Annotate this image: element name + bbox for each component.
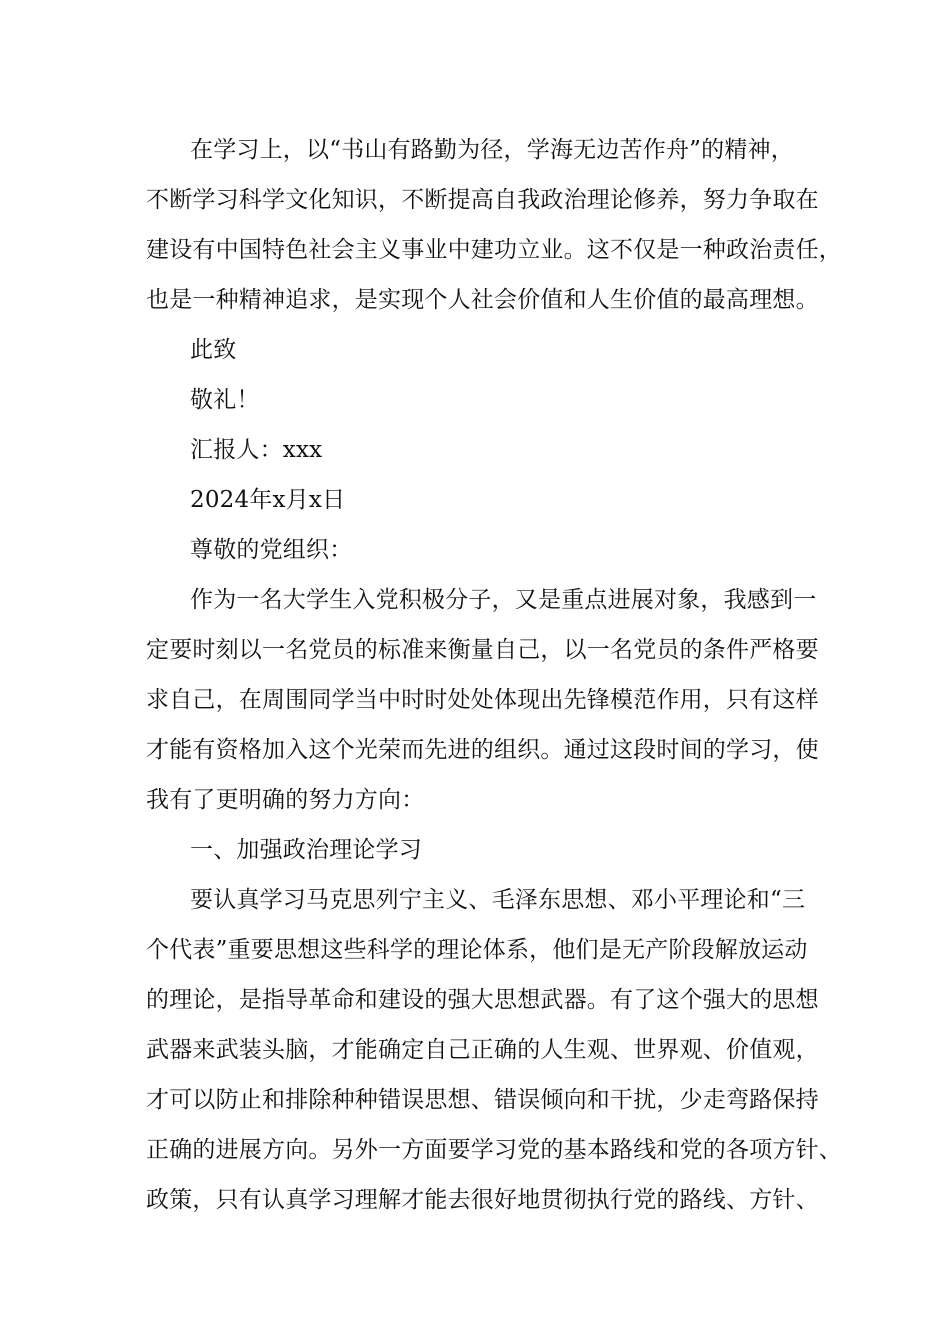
paragraph-theory-line-2: 个代表”重要思想这些科学的理论体系，他们是无产阶段解放运动	[146, 937, 808, 963]
paragraph-theory-line-4: 武器来武装头脑，才能确定自己正确的人生观、世界观、价值观，	[146, 1037, 819, 1063]
report-date: 2024年x月x日	[190, 487, 346, 513]
paragraph-intro-line-4: 才能有资格加入这个光荣而先进的组织。通过这段时间的学习，使	[146, 737, 819, 763]
paragraph-intro-line-2: 定要时刻以一名党员的标准来衡量自己，以一名党员的条件严格要	[146, 637, 819, 663]
paragraph-theory-line-7: 政策，只有认真学习理解才能去很好地贯彻执行党的路线、方针、	[146, 1187, 819, 1213]
section-heading: 一、加强政治理论学习	[190, 837, 422, 863]
paragraph-intro-line-1: 作为一名大学生入党积极分子，又是重点进展对象，我感到一	[190, 587, 817, 613]
closing-jingli: 敬礼！	[190, 387, 260, 413]
paragraph-study-line-3: 建设有中国特色社会主义事业中建功立业。这不仅是一种政治责任，	[146, 237, 842, 263]
paragraph-theory-line-3: 的理论，是指导革命和建设的强大思想武器。有了这个强大的思想	[146, 987, 819, 1013]
closing-cizhi: 此致	[190, 337, 237, 363]
paragraph-intro-line-5: 我有了更明确的努力方向：	[146, 787, 425, 813]
paragraph-intro-line-3: 求自己，在周围同学当中时时处处体现出先锋模范作用，只有这样	[146, 687, 819, 713]
paragraph-study-line-4: 也是一种精神追求，是实现个人社会价值和人生价值的最高理想。	[146, 287, 819, 313]
paragraph-theory-line-1: 要认真学习马克思列宁主义、毛泽东思想、邓小平理论和“三	[190, 887, 806, 913]
paragraph-study-line-1: 在学习上，以“书山有路勤为径，学海无边苦作舟”的精神，	[190, 137, 794, 163]
paragraph-study-line-2: 不断学习科学文化知识，不断提高自我政治理论修养，努力争取在	[146, 187, 819, 213]
paragraph-theory-line-5: 才可以防止和排除种种错误思想、错误倾向和干扰，少走弯路保持	[146, 1087, 819, 1113]
salutation: 尊敬的党组织：	[190, 537, 353, 563]
paragraph-theory-line-6: 正确的进展方向。另外一方面要学习党的基本路线和党的各项方针、	[146, 1137, 842, 1163]
reporter-signature: 汇报人：xxx	[190, 437, 323, 463]
